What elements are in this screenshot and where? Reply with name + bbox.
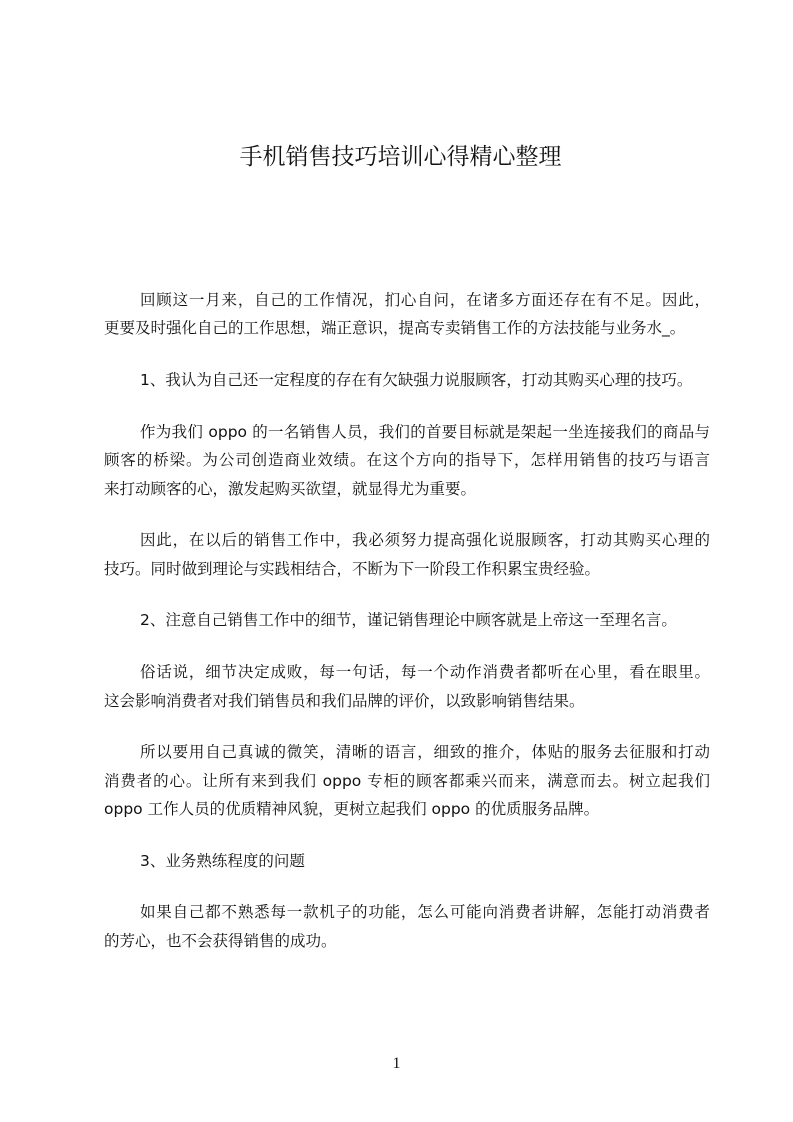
paragraph-line: 回顾这一月来，自己的工作情况，扪心自问，在诸多方面还存在有不足。因此， xyxy=(140,291,710,309)
point-1-heading xyxy=(104,366,710,394)
paragraph-line: 作为我们 oppo 的一名销售人员，我们的首要目标就是架起一坐连接我们的商品与 xyxy=(140,422,710,441)
point-2-conclusion-paragraph xyxy=(104,738,710,823)
point-3-paragraph xyxy=(104,898,710,955)
paragraph-line: 所以要用自己真诚的微笑，清晰的语言，细致的推介，体贴的服务去征服和打动 xyxy=(140,743,710,762)
paragraph-line: 消费者的心。让所有来到我们 oppo 专柜的顾客都乘兴而来，满意而去。树立起我们 xyxy=(104,771,710,790)
paragraph-line: 更要及时强化自己的工作思想，端正意识，提高专卖销售工作的方法技能与业务水_。 xyxy=(104,319,686,338)
point-2-heading xyxy=(104,606,710,634)
point-1-paragraph xyxy=(104,418,710,503)
paragraph-line: 3、业务熟练程度的问题 xyxy=(140,851,305,870)
paragraph-line: 来打动顾客的心，激发起购买欲望，就显得尤为重要。 xyxy=(104,479,477,498)
point-3-heading xyxy=(104,847,710,875)
paragraph-line: 1、我认为自己还一定程度的存在有欠缺强力说服顾客，打动其购买心理的技巧。 xyxy=(140,371,693,390)
page-number: 1 xyxy=(392,1055,401,1072)
paragraph-line: 如果自己都不熟悉每一款机子的功能，怎么可能向消费者讲解，怎能打动消费者 xyxy=(140,903,710,922)
point-1-conclusion-paragraph xyxy=(104,526,710,583)
document-title: 手机销售技巧培训心得精心整理 xyxy=(239,144,562,170)
paragraph-line: 的芳心，也不会获得销售的成功。 xyxy=(104,931,337,950)
paragraph-line: 因此，在以后的销售工作中，我必须努力提高强化说服顾客，打动其购买心理的 xyxy=(140,531,710,550)
intro-paragraph xyxy=(104,286,710,343)
paragraph-line: 俗话说，细节决定成败，每一句话，每一个动作消费者都听在心里，看在眼里。 xyxy=(140,663,710,682)
point-2-paragraph xyxy=(104,658,710,715)
paragraph-line: oppo 工作人员的优质精神风貌，更树立起我们 oppo 的优质服务品牌。 xyxy=(104,800,600,819)
paragraph-line: 顾客的桥梁。为公司创造商业效绩。在这个方向的指导下，怎样用销售的技巧与语言 xyxy=(104,451,710,470)
document-body xyxy=(104,286,710,955)
paragraph-line: 技巧。同时做到理论与实践相结合，不断为下一阶段工作积累宝贵经验。 xyxy=(104,559,601,578)
paragraph-line: 2、注意自己销售工作中的细节，谨记销售理论中顾客就是上帝这一至理名言。 xyxy=(140,611,677,630)
paragraph-line: 这会影响消费者对我们销售员和我们品牌的评价，以致影响销售结果。 xyxy=(104,691,585,710)
